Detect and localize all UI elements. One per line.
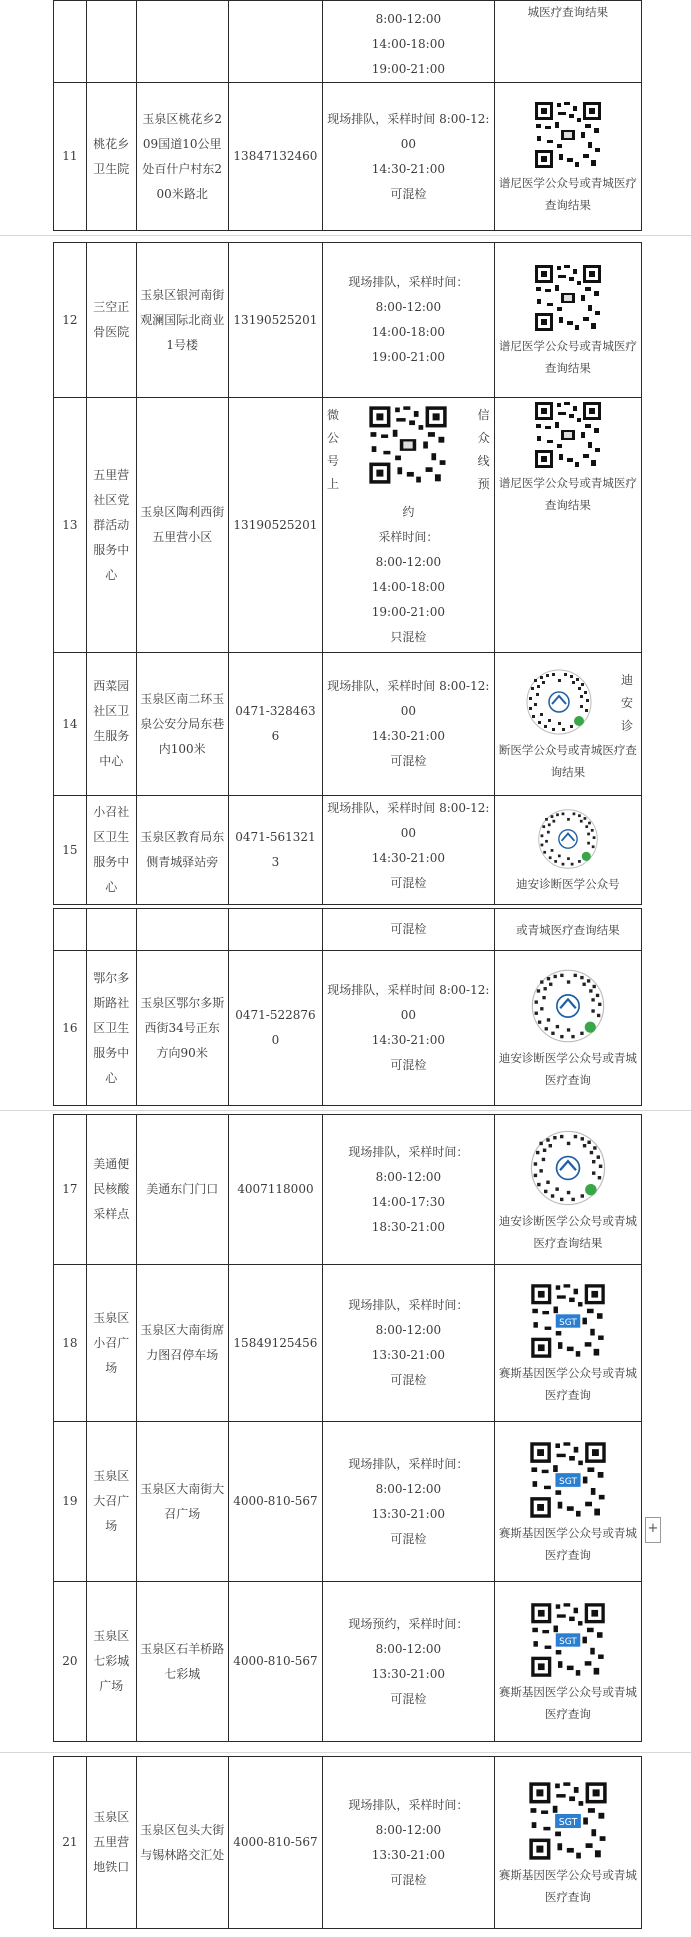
time-line: 可混检	[390, 186, 427, 201]
qr-code-icon	[529, 1282, 607, 1360]
time-line: 现场排队，采样时间：	[348, 1456, 469, 1471]
time-line: 可混检	[390, 1872, 427, 1887]
qr-note: 谱尼医学公众号或青城医疗查询结果	[498, 175, 637, 212]
time-line: 13:30-21:00	[371, 1348, 445, 1362]
table-row	[54, 1582, 642, 1742]
qr-note: 或青城医疗查询结果	[516, 922, 620, 937]
time-line: 19:00-21:00	[371, 605, 445, 619]
time-line: 8:00-12:00	[375, 555, 442, 569]
time-line: 现场排队，采样时间 8:00-12:00	[327, 111, 490, 151]
cell-addr: 玉泉区大南街席力图召停车场	[136, 1265, 228, 1422]
cell-time	[323, 1757, 495, 1929]
time-line: 可混检	[390, 922, 427, 936]
cell-time	[323, 951, 495, 1106]
time-line: 可混检	[390, 1058, 427, 1072]
time-line: 现场排队，采样时间 8:00-12:00	[327, 801, 490, 840]
cell-tel: 13847132460	[228, 83, 322, 231]
cell-addr: 美通东门门口	[136, 1115, 228, 1265]
table-row	[54, 951, 642, 1106]
cell-time	[323, 909, 495, 951]
time-line: 可混检	[390, 1531, 427, 1546]
time-line: 可混检	[390, 876, 427, 890]
cell-addr: 玉泉区鄂尔多斯西街34号正东方向90米	[136, 951, 228, 1106]
time-line: 采样时间：	[378, 530, 439, 544]
cell-time	[323, 1422, 495, 1582]
table-row	[54, 1757, 642, 1929]
time-line: 14:00-18:00	[371, 580, 445, 594]
cell-no	[54, 1, 87, 83]
time-line: 可混检	[390, 754, 427, 768]
time-line: 现场排队，采样时间：	[348, 1298, 469, 1312]
table-row-top-fragment	[54, 1, 642, 83]
cell-qr	[494, 1757, 641, 1929]
qr-code-icon	[528, 1128, 608, 1208]
cell-tel: 13190525201	[228, 243, 322, 398]
cell-time	[323, 83, 495, 231]
cell-addr	[136, 909, 228, 951]
qr-note: 赛斯基因医学公众号或青城医疗查询	[498, 1525, 637, 1562]
qr-note: 迪安诊断医学公众号或青城医疗查询结果	[498, 1213, 637, 1250]
cell-no: 18	[54, 1265, 87, 1422]
qr-note: 迪安诊断医学公众号或青城医疗查询	[498, 1051, 637, 1087]
qr-note-side: 迪安诊	[620, 673, 633, 733]
cell-name	[86, 909, 136, 951]
qr-note: 谱尼医学公众号或青城医疗查询结果	[498, 339, 637, 375]
cell-tel: 0471-3284636	[228, 653, 322, 796]
qr-code-icon	[533, 263, 603, 333]
cell-name: 玉泉区小召广场	[86, 1265, 136, 1422]
cell-name: 玉泉区五里营地铁口	[86, 1757, 136, 1929]
table-row	[54, 653, 642, 796]
table-row-continuation	[54, 909, 642, 951]
cell-no: 16	[54, 951, 87, 1106]
time-line: 现场排队，采样时间 8:00-12:00	[327, 983, 490, 1022]
table-segment-e	[53, 1756, 642, 1929]
time-side-left: 微公号上	[327, 408, 340, 491]
cell-qr	[494, 1582, 641, 1742]
cell-time	[323, 1265, 495, 1422]
cell-tel: 0471-5228760	[228, 951, 322, 1106]
qr-note: 赛斯基因医学公众号或青城医疗查询	[498, 1684, 637, 1721]
table-row	[54, 1422, 642, 1582]
table-segment-d	[53, 1114, 642, 1742]
cell-no: 19	[54, 1422, 87, 1582]
cell-qr	[494, 1265, 641, 1422]
time-line: 可混检	[390, 1691, 427, 1706]
time-side-right: 信众线预	[477, 408, 490, 491]
cell-tel: 0471-5613213	[228, 796, 322, 905]
cell-no: 13	[54, 398, 87, 653]
cell-addr: 玉泉区大南街大召广场	[136, 1422, 228, 1582]
time-line: 8:00-12:00	[375, 1822, 442, 1837]
cell-time	[323, 243, 495, 398]
cell-qr	[494, 909, 641, 951]
cell-qr	[494, 243, 641, 398]
qr-note: 城医疗查询结果	[527, 5, 609, 19]
cell-tel	[228, 909, 322, 951]
cell-name: 玉泉区大召广场	[86, 1422, 136, 1582]
cell-time	[323, 1115, 495, 1265]
time-line: 8:00-12:00	[375, 1323, 442, 1337]
qr-code-icon	[533, 400, 603, 470]
time-line: 13:30-21:00	[371, 1666, 445, 1681]
cell-no: 20	[54, 1582, 87, 1742]
cell-no: 21	[54, 1757, 87, 1929]
cell-no: 15	[54, 796, 87, 905]
cell-no: 17	[54, 1115, 87, 1265]
cell-qr	[494, 1115, 641, 1265]
cell-addr: 玉泉区石羊桥路七彩城	[136, 1582, 228, 1742]
table-row	[54, 83, 642, 231]
qr-code-icon	[529, 1601, 607, 1679]
cell-time	[323, 398, 495, 653]
cell-addr: 玉泉区陶利西街五里营小区	[136, 398, 228, 653]
time-line: 19:00-21:00	[371, 62, 445, 76]
sgt-badge-text: SGT	[559, 1317, 577, 1328]
cell-addr: 玉泉区包头大街与锡林路交汇处	[136, 1757, 228, 1929]
cell-addr	[136, 1, 228, 83]
segment-b	[0, 240, 691, 906]
cell-name: 玉泉区七彩城广场	[86, 1582, 136, 1742]
time-line: 现场排队，采样时间：	[348, 1797, 469, 1812]
sgt-badge-text: SGT	[558, 1816, 578, 1828]
cell-qr	[494, 1, 641, 83]
qr-note: 迪安诊断医学公众号	[516, 877, 620, 891]
cell-addr: 玉泉区南二环玉泉公安分局东巷内100米	[136, 653, 228, 796]
cell-time	[323, 1582, 495, 1742]
cell-qr	[494, 796, 641, 905]
time-line: 8:00-12:00	[375, 300, 442, 314]
cell-tel	[228, 1, 322, 83]
cell-no: 14	[54, 653, 87, 796]
cell-qr	[494, 653, 641, 796]
cell-no	[54, 909, 87, 951]
time-line: 8:00-12:00	[375, 1641, 442, 1656]
cell-name: 桃花乡卫生院	[86, 83, 136, 231]
cell-no: 12	[54, 243, 87, 398]
segment-d	[0, 1114, 691, 1744]
cell-addr: 玉泉区桃花乡209国道10公里处百什户村东200米路北	[136, 83, 228, 231]
time-line: 现场排队，采样时间 8:00-12:00	[327, 679, 490, 718]
cell-tel: 4000-810-567	[228, 1757, 322, 1929]
cell-qr	[494, 398, 641, 653]
time-line: 14:00-17:30	[371, 1194, 445, 1209]
qr-code-icon	[533, 100, 603, 170]
table-segment-b	[53, 242, 642, 905]
cell-name: 三空正骨医院	[86, 243, 136, 398]
time-line: 只混检	[390, 630, 427, 644]
time-line: 13:30-21:00	[371, 1847, 445, 1862]
time-line: 现场排队，采样时间：	[348, 275, 469, 289]
cell-tel: 13190525201	[228, 398, 322, 653]
time-line: 14:30-21:00	[371, 1033, 445, 1047]
qr-code-icon	[527, 1780, 609, 1862]
segment-c	[0, 908, 691, 1108]
table-row	[54, 398, 642, 653]
time-line: 8:00-12:00	[375, 1169, 442, 1184]
table-segment-a	[53, 0, 642, 231]
time-line: 8:00-12:00	[375, 12, 442, 26]
add-row-button[interactable]: +	[645, 1517, 661, 1543]
cell-no: 11	[54, 83, 87, 231]
time-line: 19:00-21:00	[371, 350, 445, 364]
time-line: 13:30-21:00	[371, 1506, 445, 1521]
cell-time	[323, 653, 495, 796]
time-line: 14:00-18:00	[371, 325, 445, 339]
page-break-line	[0, 1752, 691, 1753]
cell-addr: 玉泉区银河南街观澜国际北商业1号楼	[136, 243, 228, 398]
time-line: 可混检	[390, 1373, 427, 1387]
cell-qr	[494, 951, 641, 1106]
time-line: 现场排队，采样时间：	[348, 1144, 469, 1159]
qr-code-icon	[524, 667, 594, 737]
time-line: 约	[402, 505, 415, 519]
cell-qr	[494, 1422, 641, 1582]
sgt-badge-text: SGT	[558, 1476, 577, 1487]
qr-note: 赛斯基因医学公众号或青城医疗查询	[498, 1867, 637, 1904]
cell-name: 美通便民核酸采样点	[86, 1115, 136, 1265]
qr-code-icon	[529, 967, 607, 1045]
cell-tel: 4000-810-567	[228, 1422, 322, 1582]
table-row	[54, 1115, 642, 1265]
time-line: 14:30-21:00	[371, 851, 445, 865]
cell-tel: 4007118000	[228, 1115, 322, 1265]
qr-note: 赛斯基因医学公众号或青城医疗查询	[498, 1366, 637, 1402]
segment-e	[0, 1756, 691, 1936]
time-line: 14:00-18:00	[371, 37, 445, 51]
cell-name	[86, 1, 136, 83]
table-segment-c	[53, 908, 642, 1106]
qr-code-icon	[536, 807, 600, 871]
cell-addr: 玉泉区教育局东侧青城驿站旁	[136, 796, 228, 905]
page-break-line	[0, 1110, 691, 1111]
cell-tel: 4000-810-567	[228, 1582, 322, 1742]
time-line: 14:30-21:00	[371, 729, 445, 743]
table-row	[54, 243, 642, 398]
qr-note: 谱尼医学公众号或青城医疗查询结果	[498, 476, 637, 512]
cell-name: 小召社区卫生服务中心	[86, 796, 136, 905]
cell-qr	[494, 83, 641, 231]
cell-name: 五里营社区党群活动服务中心	[86, 398, 136, 653]
qr-code-icon	[528, 1440, 608, 1520]
cell-name: 鄂尔多斯路社区卫生服务中心	[86, 951, 136, 1106]
table-row	[54, 1265, 642, 1422]
cell-name: 西菜园社区卫生服务中心	[86, 653, 136, 796]
qr-note: 断医学公众号或青城医疗查询结果	[498, 743, 637, 779]
time-line: 14:30-21:00	[371, 161, 445, 176]
time-line: 现场预约，采样时间：	[348, 1616, 469, 1631]
qr-code-icon	[367, 404, 449, 486]
table-row	[54, 796, 642, 905]
cell-tel: 15849125456	[228, 1265, 322, 1422]
sgt-badge-text: SGT	[559, 1636, 577, 1647]
cell-time	[323, 1, 495, 83]
time-line: 18:30-21:00	[371, 1219, 445, 1234]
page-break-line	[0, 235, 691, 236]
cell-time	[323, 796, 495, 905]
time-line: 8:00-12:00	[375, 1481, 442, 1496]
segment-a	[0, 0, 691, 232]
